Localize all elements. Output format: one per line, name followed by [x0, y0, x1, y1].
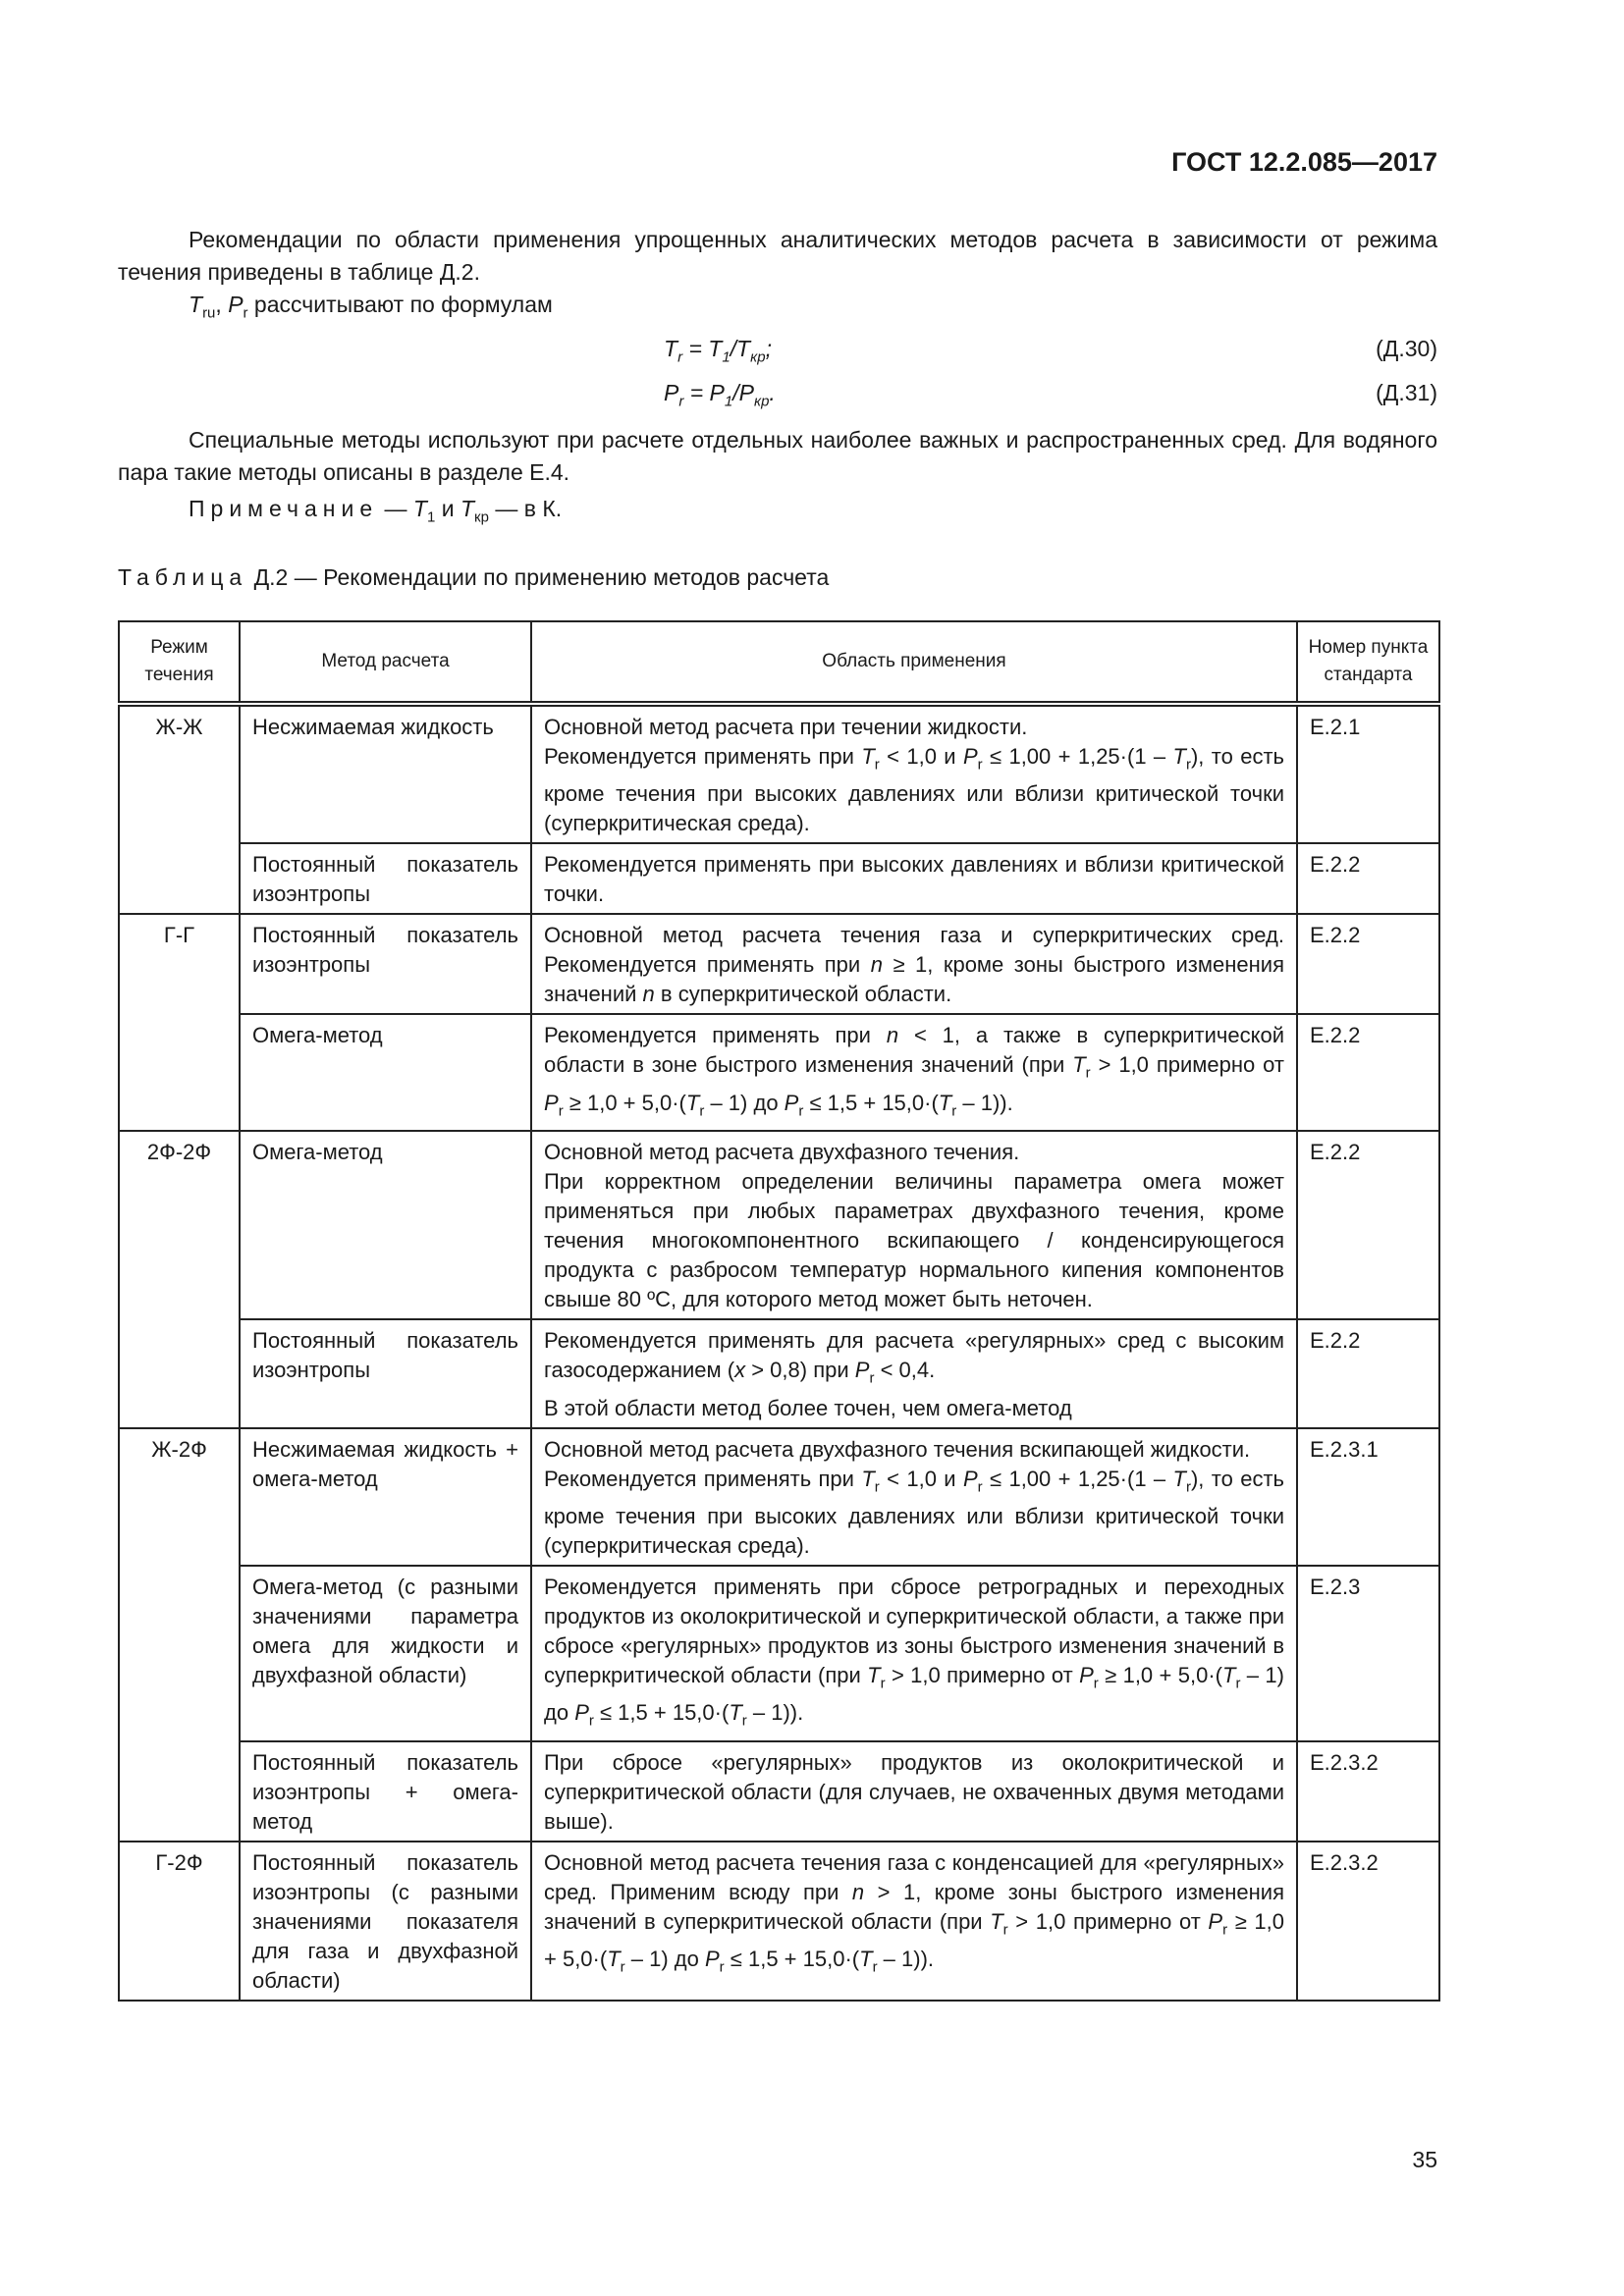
- clause-cell: Е.2.2: [1297, 1131, 1439, 1319]
- table-caption-label: Таблица: [118, 564, 248, 590]
- table-row: [119, 704, 1439, 843]
- eq-number-d30: (Д.30): [1376, 336, 1437, 361]
- intro-paragraph-1: Рекомендации по области применения упрощенных аналитических методов расчета в зависимости от режима течения приведены в таблице Д.2.: [118, 227, 1437, 285]
- scope-cell: Основной метод расчета двухфазного течения. При корректном определении величины параметра омега может применяться при любых параметрах двухфазного течения, кроме течения многокомпонентного вскипающего / конденсирующегося продукта с разбросом температур нормального кипения компонентов свыше 80 ºС, для которого метод может быть неточен.: [531, 1131, 1297, 1319]
- scope-cell: Основной метод расчета течения газа и суперкритических сред. Рекомендуется применять при n ≥ 1, кроме зоны быстрого изменения значений n в суперкритической области.: [531, 914, 1297, 1014]
- method-cell: Постоянный показатель изоэнтропы: [240, 914, 531, 1014]
- table-caption-text: Д.2 — Рекомендации по применению методов расчета: [253, 564, 830, 590]
- table-row: [119, 843, 1439, 914]
- clause-cell: Е.2.2: [1297, 914, 1439, 1014]
- method-cell: Омега-метод: [240, 1131, 531, 1319]
- table-row: [119, 1566, 1439, 1741]
- method-cell: Постоянный показатель изоэнтропы: [240, 843, 531, 914]
- clause-cell: Е.2.2: [1297, 1014, 1439, 1131]
- table-row: [119, 914, 1439, 1014]
- table-header-row: [119, 621, 1439, 704]
- method-cell: Омега-метод (с разными значениями параметра омега для жидкости и двухфазной области): [240, 1566, 531, 1741]
- method-cell: Омега-метод: [240, 1014, 531, 1131]
- mode-cell: Г-Г: [119, 914, 240, 1131]
- formulas-lead-text: рассчитывают по формулам: [253, 292, 553, 317]
- table-caption: [118, 564, 829, 591]
- note-tail: — в К.: [495, 496, 563, 521]
- mode-cell: 2Ф-2Ф: [119, 1131, 240, 1427]
- method-cell: Постоянный показатель изоэнтропы: [240, 1319, 531, 1427]
- note-label: Примечание: [189, 496, 379, 521]
- clause-cell: Е.2.2: [1297, 843, 1439, 914]
- header-method: Метод расчета: [240, 621, 531, 704]
- header-scope: Область применения: [531, 621, 1297, 704]
- formula-d31: $P_r = P_1/P_{кр}$.: [664, 380, 776, 410]
- scope-cell: Основной метод расчета при течении жидкости. Рекомендуется применять при $T_r < 1,0$ и $P_r \le 1,00 + 1,25\cdot(1 - T_r)$, то есть кроме течения при высоких давлениях или вблизи критической точки (суперкритическая среда).: [531, 704, 1297, 843]
- mode-cell: Ж-2Ф: [119, 1428, 240, 1842]
- clause-cell: Е.2.3: [1297, 1566, 1439, 1741]
- clause-cell: Е.2.3.1: [1297, 1428, 1439, 1566]
- note: Примечание — $T_1$ и $T_{кр}$ — в К.: [189, 496, 563, 526]
- clause-cell: Е.2.3.2: [1297, 1741, 1439, 1842]
- table-row: [119, 1131, 1439, 1319]
- clause-cell: Е.2.2: [1297, 1319, 1439, 1427]
- scope-cell: При сбросе «регулярных» продуктов из околокритической и суперкритической области (для случаев, не охваченных двумя методами выше).: [531, 1741, 1297, 1842]
- method-cell: Несжимаемая жидкость + омега-метод: [240, 1428, 531, 1566]
- standard-code: ГОСТ 12.2.085—2017: [1171, 147, 1437, 177]
- table-row: [119, 1428, 1439, 1566]
- scope-cell: Основной метод расчета двухфазного течения вскипающей жидкости. Рекомендуется применять при $T_r < 1,0$ и $P_r \le 1,00 + 1,25\cdot(1 - T_r)$, то есть кроме течения при высоких давлениях или вблизи критической точки (суперкритическая среда).: [531, 1428, 1297, 1566]
- clause-cell: Е.2.3.2: [1297, 1842, 1439, 2001]
- method-cell: Постоянный показатель изоэнтропы (с разными значениями показателя для газа и двухфазной области): [240, 1842, 531, 2001]
- formulas-lead: $T_{ru}$, $P_r$ рассчитывают по формулам: [189, 292, 553, 322]
- formula-d30: $T_r = T_1/T_{кр}$;: [664, 336, 772, 366]
- header-mode: Режим течения: [119, 621, 240, 704]
- eq-number-d31: (Д.31): [1376, 380, 1437, 405]
- table-row: [119, 1014, 1439, 1131]
- table-row: [119, 1319, 1439, 1427]
- recommendations-table: [118, 620, 1440, 2002]
- mode-cell: Г-2Ф: [119, 1842, 240, 2001]
- table-row: [119, 1842, 1439, 2001]
- scope-cell: Рекомендуется применять для расчета «регулярных» сред с высоким газосодержанием (x > 0,8) при $P_r < 0,4$. В этой области метод более точен, чем омега-метод: [531, 1319, 1297, 1427]
- scope-cell: Основной метод расчета течения газа с конденсацией для «регулярных» сред. Применим всюду при n > 1, кроме зоны быстрого изменения значений в суперкритической области (при $T_r > 1,0$ примерно от $P_r \ge 1,0 + 5,0\cdot(T_r - 1)$ до $P_r \le 1,5 + 15,0\cdot(T_r - 1)$).: [531, 1842, 1297, 2001]
- intro-paragraph-2: Специальные методы используют при расчете отдельных наиболее важных и распространенных сред. Для водяного пара такие методы описаны в разделе Е.4.: [118, 427, 1437, 485]
- table-row: [119, 1741, 1439, 1842]
- method-cell: Несжимаемая жидкость: [240, 704, 531, 843]
- scope-cell: Рекомендуется применять при сбросе ретроградных и переходных продуктов из околокритической и суперкритической области, а также при сбросе «регулярных» продуктов из зоны быстрого изменения значений в суперкритической области (при $T_r > 1,0$ примерно от $P_r \ge 1,0 + 5,0\cdot(T_r - 1)$ до $P_r \le 1,5 + 15,0\cdot(T_r - 1)$).: [531, 1566, 1297, 1741]
- scope-cell: Рекомендуется применять при высоких давлениях и вблизи критической точки.: [531, 843, 1297, 914]
- method-cell: Постоянный показатель изоэнтропы + омега-метод: [240, 1741, 531, 1842]
- page-number: 35: [1412, 2147, 1437, 2172]
- scope-cell: Рекомендуется применять при n < 1, а также в суперкритической области в зоне быстрого изменения значений (при $T_r > 1,0$ примерно от $P_r \ge 1,0 + 5,0\cdot(T_r - 1)$ до $P_r \le 1,5 + 15,0\cdot(T_r - 1)$).: [531, 1014, 1297, 1131]
- clause-cell: Е.2.1: [1297, 704, 1439, 843]
- header-clause: Номер пункта стандарта: [1297, 621, 1439, 704]
- mode-cell: Ж-Ж: [119, 704, 240, 914]
